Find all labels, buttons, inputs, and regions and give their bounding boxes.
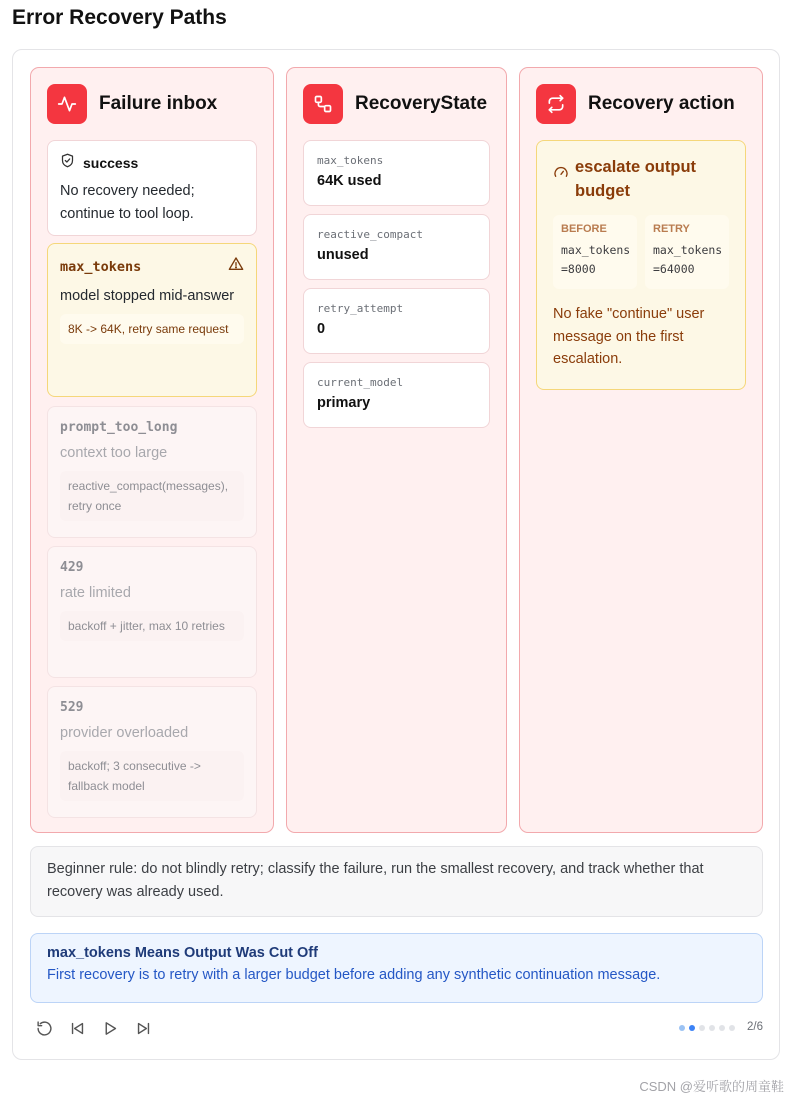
warning-triangle-icon <box>228 256 244 277</box>
step-dot[interactable] <box>699 1025 705 1031</box>
failure-item-description: provider overloaded <box>60 725 189 741</box>
callout-text: First recovery is to retry with a larger budget before adding any synthetic continuation message. <box>47 967 661 983</box>
state-field-reactive-compact <box>303 214 490 280</box>
failure-item-name: 429 <box>60 560 84 575</box>
shield-check-icon <box>60 153 75 173</box>
callout-title: max_tokens Means Output Was Cut Off <box>47 945 318 961</box>
retry-value: max_tokens =64000 <box>653 243 723 276</box>
page-indicator: 2/6 <box>747 1021 763 1033</box>
state-field-value: 64K used <box>317 173 382 189</box>
state-field-key: current_model <box>317 376 404 389</box>
workflow-icon <box>303 84 343 124</box>
failure-item-name: 529 <box>60 700 84 715</box>
play-icon[interactable] <box>101 1019 120 1038</box>
state-field-key: max_tokens <box>317 154 384 167</box>
failure-item-description: rate limited <box>60 585 131 601</box>
recovery-state-header <box>303 84 487 124</box>
failure-item-429[interactable] <box>47 546 257 678</box>
failure-item-hint: 8K -> 64K, retry same request <box>60 314 244 344</box>
state-field-key: retry_attempt <box>317 302 404 315</box>
failure-item-name: prompt_too_long <box>60 420 178 435</box>
recovery-action-column <box>519 67 763 833</box>
failure-inbox-title: Failure inbox <box>99 93 218 114</box>
recovery-state-title: RecoveryState <box>355 93 488 114</box>
state-field-key: reactive_compact <box>317 228 423 241</box>
state-field-current-model <box>303 362 490 428</box>
failure-inbox-header <box>47 84 217 124</box>
beginner-rule: Beginner rule: do not blindly retry; classify the failure, run the smallest recovery, and track whether that recovery was already used. <box>30 846 763 917</box>
step-dot[interactable] <box>709 1025 715 1031</box>
failure-item-name: max_tokens <box>60 258 142 275</box>
step-dot[interactable] <box>679 1025 685 1031</box>
failure-item-hint: reactive_compact(messages), retry once <box>60 471 244 521</box>
repeat-icon <box>536 84 576 124</box>
budget-comparison <box>553 215 729 289</box>
failure-item-description: No recovery needed; continue to tool loop. <box>60 183 195 222</box>
step-dot[interactable] <box>689 1025 695 1031</box>
state-field-value: 0 <box>317 321 326 337</box>
retry-box <box>645 215 729 289</box>
recovery-action-card <box>536 140 746 390</box>
watermark: CSDN @爱听歌的周童鞋 <box>639 1079 784 1094</box>
activity-icon <box>47 84 87 124</box>
recovery-action-name: escalate output budget <box>575 158 697 200</box>
retry-label: RETRY <box>653 223 690 235</box>
failure-item-name: success <box>83 155 139 171</box>
failure-item-description: context too large <box>60 445 168 461</box>
step-dot[interactable] <box>729 1025 735 1031</box>
gauge-icon <box>553 165 569 186</box>
failure-item-hint: backoff + jitter, max 10 retries <box>60 611 244 641</box>
recovery-action-title: Recovery action <box>588 93 735 114</box>
recovery-state-column <box>286 67 507 833</box>
failure-item-529[interactable] <box>47 686 257 818</box>
state-field-value: unused <box>317 247 369 263</box>
failure-inbox-column <box>30 67 274 833</box>
step-dots <box>679 1025 735 1031</box>
page-title: Error Recovery Paths <box>12 6 227 29</box>
failure-item-prompt-too-long[interactable] <box>47 406 257 538</box>
before-value: max_tokens =8000 <box>561 243 631 276</box>
before-box <box>553 215 637 289</box>
failure-item-hint: backoff; 3 consecutive -> fallback model <box>60 751 244 801</box>
step-dot[interactable] <box>719 1025 725 1031</box>
previous-icon[interactable] <box>68 1019 87 1038</box>
state-field-max-tokens <box>303 140 490 206</box>
before-label: BEFORE <box>561 223 607 235</box>
main-panel <box>12 49 780 1060</box>
restart-icon[interactable] <box>35 1019 54 1038</box>
failure-item-description: model stopped mid-answer <box>60 288 235 304</box>
next-icon[interactable] <box>134 1019 153 1038</box>
recovery-action-header <box>536 84 735 124</box>
playback-controls <box>35 1019 153 1038</box>
state-field-retry-attempt <box>303 288 490 354</box>
info-callout <box>30 933 763 1003</box>
state-field-value: primary <box>317 395 371 411</box>
failure-item-success[interactable] <box>47 140 257 236</box>
recovery-action-note: No fake "continue" user message on the first escalation. <box>553 306 705 367</box>
failure-item-max-tokens[interactable] <box>47 243 257 397</box>
